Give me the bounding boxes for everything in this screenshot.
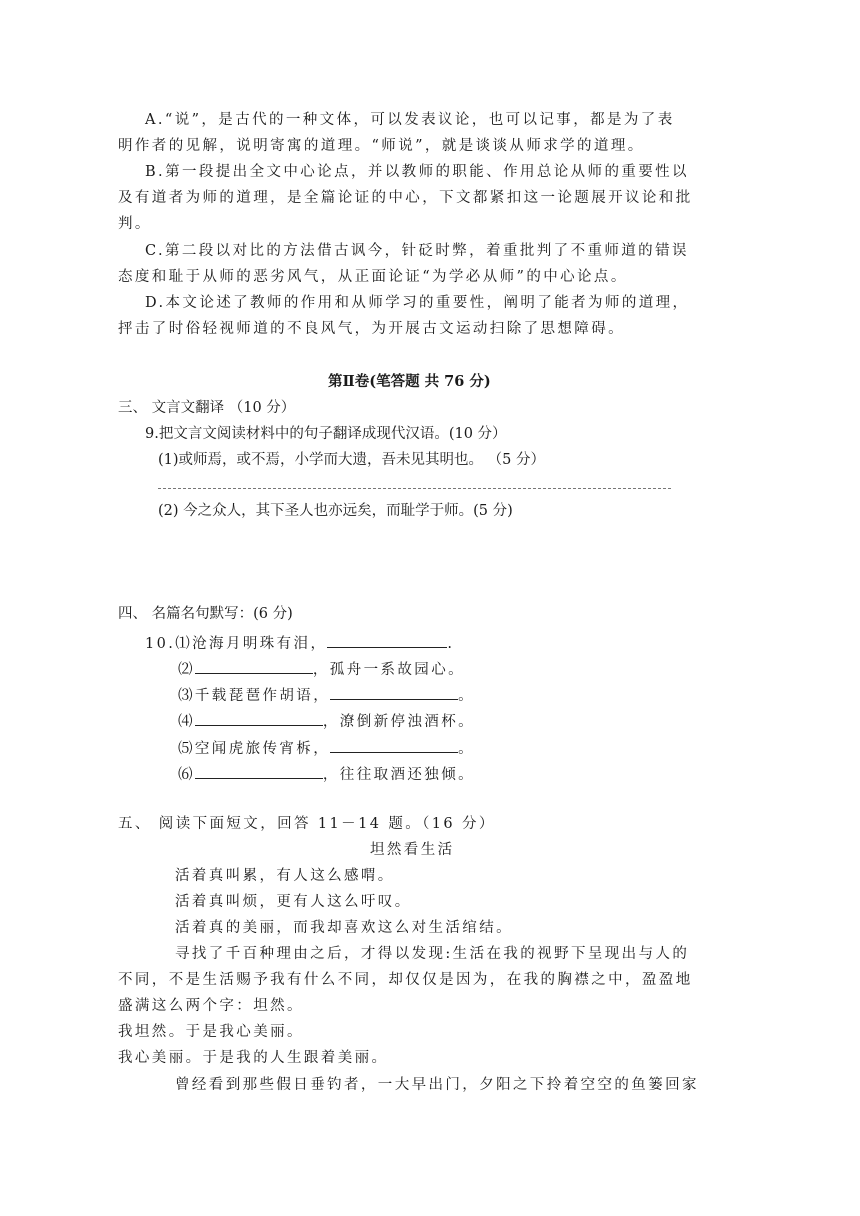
verse-5-end: 。 [458, 741, 476, 757]
blank-3[interactable] [330, 684, 458, 700]
volume2-title: 第Ⅱ卷(笔答题 共 76 分) [328, 373, 491, 390]
option-a-line1: A.“说”，是古代的一种文体，可以发表议论，也可以记事，都是为了表 [145, 112, 675, 128]
option-c-line1: C.第二段以对比的方法借古讽今，针砭时弊，着重批判了不重师道的错误 [145, 243, 689, 259]
answer-line [158, 488, 671, 489]
question-10-3 [178, 684, 475, 706]
question-10-4 [178, 710, 475, 732]
verse-2-text: ，孤舟一系故园心。 [312, 662, 466, 678]
verse-6-text: ，往往取酒还独倾。 [322, 767, 476, 783]
option-b-line2: 及有道者为师的道理，是全篇论证的中心，下文都紧扣这一论题展开议论和批 [118, 190, 693, 206]
verse-2-num: ⑵ [178, 662, 195, 678]
passage-para-4-line2: 不同，不是生活赐予我有什么不同，却仅仅是因为，在我的胸襟之中，盈盈地 [118, 972, 693, 988]
option-a-line2: 明作者的见解，说明寄寓的道理。“师说”，就是谈谈从师求学的道理。 [118, 138, 645, 154]
passage-para-6: 我心美丽。于是我的人生跟着美丽。 [118, 1050, 389, 1066]
question-9-1: (1)或师焉，或不焉，小学而大遗，吾未见其明也。 （5 分） [158, 452, 545, 468]
passage-para-2: 活着真叫烦，更有人这么吁叹。 [175, 894, 412, 910]
option-b-line3: 判。 [118, 216, 152, 232]
passage-para-4-line3: 盛满这么两个字：坦然。 [118, 998, 304, 1014]
verse-4-num: ⑷ [178, 714, 195, 730]
section4-heading: 四、 名篇名句默写：(6 分) [118, 606, 293, 622]
blank-2[interactable] [195, 658, 313, 674]
passage-para-7-line1: 曾经看到那些假日垂钓者，一大早出门，夕阳之下拎着空空的鱼篓回家 [175, 1077, 699, 1093]
verse-4-text: ，潦倒新停浊酒杯。 [322, 714, 476, 730]
section5-heading: 五、 阅读下面短文，回答 11－14 题。（16 分） [118, 816, 496, 832]
blank-4[interactable] [195, 710, 323, 726]
question-9: 9.把文言文阅读材料中的句子翻译成现代汉语。(10 分） [145, 426, 507, 442]
verse-3-text: ⑶千载琵琶作胡语， [178, 688, 331, 704]
blank-1[interactable] [327, 632, 447, 648]
verse-3-end: 。 [458, 688, 476, 704]
option-d-line1: D.本文论述了教师的作用和从师学习的重要性，阐明了能者为师的道理， [145, 295, 690, 311]
passage-para-1: 活着真叫累，有人这么感喟。 [175, 868, 395, 884]
question-10-2 [178, 658, 465, 680]
passage-para-5: 我坦然。于是我心美丽。 [118, 1024, 304, 1040]
question-9-2: (2) 今之众人，其下圣人也亦远矣，而耻学于师。(5 分) [158, 503, 513, 519]
verse-5-text: ⑸空闻虎旅传宵柝， [178, 741, 331, 757]
option-d-line2: 抨击了时俗轻视师道的不良风气，为开展古文运动扫除了思想障碍。 [118, 321, 625, 337]
blank-5[interactable] [330, 737, 458, 753]
verse-1-end: . [447, 636, 455, 652]
question-10-6 [178, 763, 475, 785]
blank-6[interactable] [195, 763, 323, 779]
verse-1-text: 10.⑴沧海月明珠有泪， [145, 636, 328, 652]
option-b-line1: B.第一段提出全文中心论点，并以教师的职能、作用总论从师的重要性以 [145, 164, 689, 180]
passage-para-4-line1: 寻找了千百种理由之后，才得以发现:生活在我的视野下呈现出与人的 [175, 946, 690, 962]
verse-6-num: ⑹ [178, 767, 195, 783]
option-c-line2: 态度和耻于从师的恶劣风气，从正面论证“为学必从师”的中心论点。 [118, 269, 628, 285]
section3-heading: 三、 文言文翻译 （10 分） [118, 400, 296, 416]
question-10-5 [178, 737, 475, 759]
passage-title: 坦然看生活 [370, 842, 455, 858]
passage-para-3: 活着真的美丽，而我却喜欢这么对生活绾结。 [175, 920, 513, 936]
question-10-1 [145, 632, 454, 654]
